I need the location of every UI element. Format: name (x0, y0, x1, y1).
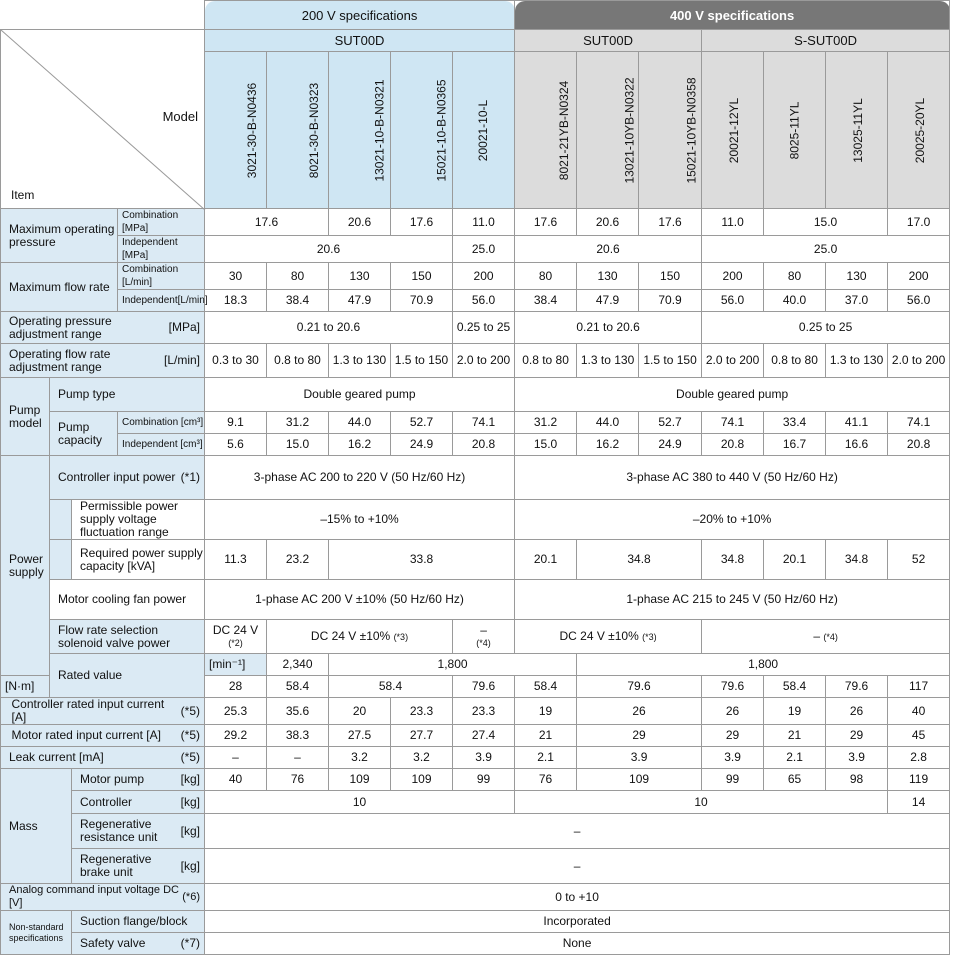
safety-row-label (72, 933, 205, 955)
value-cell: 150 (639, 263, 702, 290)
solenoid-note-4: (*4) (823, 631, 838, 642)
value-cell: 0.25 to 25 (702, 312, 950, 344)
value-cell: –15% to +10% (205, 500, 515, 540)
value-cell: 117 (888, 676, 950, 698)
controller-input-power-row-label (50, 456, 205, 500)
value-cell: 16.2 (329, 434, 391, 456)
value-cell: 70.9 (639, 290, 702, 312)
corner-blank (1, 1, 205, 30)
model-cell (391, 52, 453, 209)
value-cell: 65 (764, 769, 826, 791)
value-cell: 20.8 (702, 434, 764, 456)
value-cell: 80 (267, 263, 329, 290)
value-cell: 79.6 (453, 676, 515, 698)
value-cell: 21 (515, 725, 577, 747)
value-cell: 40.0 (764, 290, 826, 312)
value-cell: 38.4 (267, 290, 329, 312)
model-name: 8025-11YL (787, 101, 802, 159)
value-cell: 28 (205, 676, 267, 698)
value-cell: 25.0 (453, 236, 515, 263)
value-cell: 3.9 (577, 747, 702, 769)
value-cell: 23.3 (391, 698, 453, 725)
value-cell: 3.9 (826, 747, 888, 769)
power-supply-label: Power supply (1, 456, 50, 676)
value-cell: 40 (205, 769, 267, 791)
value-cell: 58.4 (267, 676, 329, 698)
independent-lmin-label: Independent[L/min] (118, 290, 205, 312)
value-cell: 99 (702, 769, 764, 791)
value-cell: 37.0 (826, 290, 888, 312)
value-cell: 80 (515, 263, 577, 290)
value-cell: 41.1 (826, 412, 888, 434)
mass-label: Mass (1, 769, 72, 884)
nonstd-label: Non-standard specifications (1, 911, 72, 955)
value-cell: 1,800 (577, 654, 950, 676)
value-cell: 5.6 (205, 434, 267, 456)
series-s-sut00d: S-SUT00D (702, 30, 950, 52)
op-pressure-adj-row-label (1, 312, 205, 344)
value-cell: 74.1 (702, 412, 764, 434)
value-cell: 17.6 (639, 209, 702, 236)
model-cell (515, 52, 577, 209)
value-cell: 1.5 to 150 (639, 344, 702, 378)
value-cell: 47.9 (329, 290, 391, 312)
model-cell (639, 52, 702, 209)
ctrl-current-row-label (11, 697, 205, 725)
combination-lmin-label: Combination [L/min] (118, 263, 205, 290)
combination-cm3-label: Combination [cm³] (118, 412, 205, 434)
model-name: 13021-10-B-N0321 (372, 78, 387, 182)
unit-kg: [kg] (180, 858, 200, 873)
value-cell: 2.1 (764, 747, 826, 769)
value-cell: 2.1 (515, 747, 577, 769)
solenoid-note-2: (*2) (228, 637, 243, 648)
value-cell: 200 (702, 263, 764, 290)
value-cell: 44.0 (329, 412, 391, 434)
value-cell: 79.6 (826, 676, 888, 698)
value-cell: 58.4 (515, 676, 577, 698)
model-label: Model (162, 109, 198, 124)
motor-rated-current-label: Motor rated input current [A] (11, 728, 161, 742)
value-cell: 29.2 (205, 725, 267, 747)
value-cell: 10 (515, 791, 888, 814)
value-cell: 56.0 (888, 290, 950, 312)
value-cell: 29 (577, 725, 702, 747)
value-cell: 21 (764, 725, 826, 747)
flow-solenoid-label: Flow rate selection solenoid valve power (50, 620, 205, 654)
solenoid-dc24-10: DC 24 V ±10% (310, 628, 391, 643)
value-cell: 1-phase AC 200 V ±10% (50 Hz/60 Hz) (205, 580, 515, 620)
value-cell: 9.1 (205, 412, 267, 434)
suction-label: Suction flange/block (72, 911, 205, 933)
value-cell: 79.6 (577, 676, 702, 698)
unit-min-label: [min⁻¹] (205, 654, 267, 676)
value-cell: 33.8 (329, 540, 515, 580)
value-cell: Double geared pump (515, 378, 950, 412)
unit-kg: [kg] (180, 794, 200, 809)
model-cell (329, 52, 391, 209)
value-cell: 79.6 (702, 676, 764, 698)
analog-label: Analog command input voltage DC [V] (9, 884, 179, 909)
value-cell: – (205, 747, 267, 769)
value-cell: 52.7 (639, 412, 702, 434)
value-cell: 26 (577, 698, 702, 725)
independent-mpa-label: Independent [MPa] (118, 236, 205, 263)
solenoid-dc24-10: DC 24 V ±10% (559, 628, 639, 643)
value-cell: 11.3 (205, 540, 267, 580)
value-cell: 76 (267, 769, 329, 791)
solenoid-note-4: (*4) (476, 637, 491, 648)
value-cell: 16.7 (764, 434, 826, 456)
value-cell: 80 (764, 263, 826, 290)
value-cell: Double geared pump (205, 378, 515, 412)
solenoid-dash: – (480, 622, 487, 637)
controller-input-power-label: Controller input power (58, 470, 176, 484)
rated-value-label: Rated value (50, 654, 205, 698)
value-cell: 3.2 (391, 747, 453, 769)
value-cell: –20% to +10% (515, 500, 950, 540)
model-cell (826, 52, 888, 209)
value-cell: 31.2 (267, 412, 329, 434)
permissible-label: Permissible power supply voltage fluctuation range (72, 500, 205, 540)
value-cell: 33.4 (764, 412, 826, 434)
value-cell: 20.6 (205, 236, 453, 263)
value-cell: 1.5 to 150 (391, 344, 453, 378)
value-cell: 34.8 (577, 540, 702, 580)
value-cell: 0.8 to 80 (764, 344, 826, 378)
series-sut00d-400: SUT00D (515, 30, 702, 52)
item-model-corner (1, 30, 205, 209)
op-pressure-adj-label: Operating pressure adjustment range (9, 313, 112, 341)
value-cell: 20.8 (453, 434, 515, 456)
value-cell: 99 (453, 769, 515, 791)
analog-row-label (1, 884, 205, 911)
model-name: 15021-10YB-N0358 (684, 76, 699, 184)
value-cell: 1.3 to 130 (577, 344, 639, 378)
note-6: (*6) (182, 890, 200, 903)
independent-cm3-label: Independent [cm³] (118, 434, 205, 456)
motor-current-row-label (11, 725, 205, 747)
value-cell: 20.6 (329, 209, 391, 236)
value-cell: 38.4 (515, 290, 577, 312)
model-cell (267, 52, 329, 209)
value-cell: None (205, 933, 950, 955)
value-cell: 20.6 (515, 236, 702, 263)
value-cell: 27.5 (329, 725, 391, 747)
value-cell: 109 (391, 769, 453, 791)
safety-label: Safety valve (80, 936, 146, 950)
value-cell: 38.3 (267, 725, 329, 747)
value-cell: 23.2 (267, 540, 329, 580)
value-cell: 130 (577, 263, 639, 290)
motor-fan-label: Motor cooling fan power (50, 580, 205, 620)
solenoid-dc24: DC 24 V (212, 622, 259, 637)
value-cell: 74.1 (453, 412, 515, 434)
value-cell: 17.6 (391, 209, 453, 236)
value-cell: 56.0 (702, 290, 764, 312)
model-name: 13021-10YB-N0322 (622, 76, 637, 184)
indent-cell (50, 500, 72, 540)
value-cell: 58.4 (329, 676, 453, 698)
note-1: (*1) (180, 470, 200, 484)
value-cell: 24.9 (391, 434, 453, 456)
value-cell: 10 (205, 791, 515, 814)
value-cell: 0.25 to 25 (453, 312, 515, 344)
regen-res-label: Regenerative resistance unit (80, 817, 158, 844)
value-cell: 2.8 (888, 747, 950, 769)
value-cell: 0.8 to 80 (267, 344, 329, 378)
combination-mpa-label: Combination [MPa] (118, 209, 205, 236)
value-cell: 56.0 (453, 290, 515, 312)
value-cell: 3.9 (702, 747, 764, 769)
value-cell: 30 (205, 263, 267, 290)
value-cell: 26 (826, 698, 888, 725)
value-cell: 74.1 (888, 412, 950, 434)
value-cell: 44.0 (577, 412, 639, 434)
value-cell: 25.0 (702, 236, 950, 263)
value-cell: 1,800 (329, 654, 577, 676)
solenoid-note-3: (*3) (642, 631, 657, 642)
value-cell: 16.2 (577, 434, 639, 456)
value-cell: 15.0 (515, 434, 577, 456)
model-name: 8021-21YB-N0324 (557, 80, 572, 180)
note-7: (*7) (180, 936, 200, 950)
value-cell: 1-phase AC 215 to 245 V (50 Hz/60 Hz) (515, 580, 950, 620)
model-name: 3021-30-B-N0436 (245, 82, 260, 178)
value-cell: 18.3 (205, 290, 267, 312)
value-cell: 45 (888, 725, 950, 747)
value-cell: 40 (888, 698, 950, 725)
solenoid-dc24-10-cell (267, 620, 453, 654)
value-cell: 2.0 to 200 (702, 344, 764, 378)
value-cell: 16.6 (826, 434, 888, 456)
value-cell: 1.3 to 130 (826, 344, 888, 378)
value-cell: 109 (329, 769, 391, 791)
value-cell: 27.4 (453, 725, 515, 747)
value-cell: 19 (515, 698, 577, 725)
value-cell: 109 (577, 769, 702, 791)
model-cell (205, 52, 267, 209)
value-cell: 3.2 (329, 747, 391, 769)
value-cell: – (205, 814, 950, 849)
value-cell: 17.6 (515, 209, 577, 236)
solenoid-dash-cell-400 (702, 620, 950, 654)
value-cell: 15.0 (267, 434, 329, 456)
value-cell: 15.0 (764, 209, 888, 236)
value-cell: 150 (391, 263, 453, 290)
value-cell: Incorporated (205, 911, 950, 933)
value-cell: 200 (888, 263, 950, 290)
model-cell (702, 52, 764, 209)
value-cell: 3-phase AC 200 to 220 V (50 Hz/60 Hz) (205, 456, 515, 500)
controller-row-label (72, 791, 205, 814)
value-cell: 17.6 (205, 209, 329, 236)
item-label: Item (11, 188, 35, 202)
value-cell: 3.9 (453, 747, 515, 769)
ctrl-rated-current-label: Controller rated input current [A] (11, 697, 165, 724)
value-cell: 2,340 (267, 654, 329, 676)
max-op-pressure-label: Maximum operating pressure (1, 209, 118, 263)
value-cell: 11.0 (453, 209, 515, 236)
value-cell: 11.0 (702, 209, 764, 236)
header-200v: 200 V specifications (205, 1, 515, 30)
required-capacity-label: Required power supply capacity [kVA] (72, 540, 205, 580)
value-cell: 29 (826, 725, 888, 747)
op-flow-adj-row-label (1, 344, 205, 378)
model-cell (453, 52, 515, 209)
value-cell: – (205, 849, 950, 884)
regen-brake-row-label (72, 849, 205, 884)
header-400v: 400 V specifications (515, 1, 950, 30)
leak-current-label: Leak current [mA] (9, 750, 104, 764)
pump-model-label: Pump model (1, 378, 50, 456)
value-cell: 0.3 to 30 (205, 344, 267, 378)
value-cell: 20.6 (577, 209, 639, 236)
pump-capacity-label: Pump capacity (50, 412, 118, 456)
solenoid-dash: – (813, 628, 820, 643)
value-cell: 34.8 (826, 540, 888, 580)
controller-label: Controller (80, 794, 133, 809)
value-cell: 2.0 to 200 (453, 344, 515, 378)
model-cell (888, 52, 950, 209)
value-cell: 130 (329, 263, 391, 290)
value-cell: 25.3 (205, 698, 267, 725)
unit-kg: [kg] (180, 823, 200, 838)
value-cell: 3-phase AC 380 to 440 V (50 Hz/60 Hz) (515, 456, 950, 500)
value-cell: 19 (764, 698, 826, 725)
note-5: (*5) (180, 703, 200, 718)
value-cell: 70.9 (391, 290, 453, 312)
pump-type-label: Pump type (50, 378, 205, 412)
solenoid-dc24-10-cell-400 (515, 620, 702, 654)
unit-kg: [kg] (180, 772, 200, 786)
unit-mpa: [MPa] (168, 320, 200, 334)
motor-pump-label: Motor pump (80, 772, 145, 786)
value-cell: 58.4 (764, 676, 826, 698)
value-cell: 20 (329, 698, 391, 725)
solenoid-note-3: (*3) (393, 631, 409, 642)
value-cell: 52.7 (391, 412, 453, 434)
value-cell: 17.0 (888, 209, 950, 236)
model-cell (764, 52, 826, 209)
unit-nm-label: [N·m] (1, 676, 50, 698)
value-cell: 0.21 to 20.6 (205, 312, 453, 344)
model-name: 20021-10-L (476, 99, 491, 161)
leak-row-label (1, 747, 205, 769)
unit-lmin: [L/min] (163, 353, 200, 367)
value-cell: 14 (888, 791, 950, 814)
note-5: (*5) (180, 728, 200, 742)
value-cell: 0 to +10 (205, 884, 950, 911)
model-name: 13025-11YL (850, 97, 865, 163)
max-flow-label: Maximum flow rate (1, 263, 118, 312)
value-cell: 20.8 (888, 434, 950, 456)
op-flow-adj-label: Operating flow rate adjustment range (9, 346, 111, 374)
model-name: 20021-12YL (727, 97, 742, 163)
value-cell: 27.7 (391, 725, 453, 747)
value-cell: 2.0 to 200 (888, 344, 950, 378)
regen-res-row-label (72, 814, 205, 849)
value-cell: 130 (826, 263, 888, 290)
model-cell (577, 52, 639, 209)
value-cell: 0.21 to 20.6 (515, 312, 702, 344)
value-cell: 0.8 to 80 (515, 344, 577, 378)
solenoid-dash-cell (453, 620, 515, 654)
value-cell: 98 (826, 769, 888, 791)
solenoid-dc24-cell (205, 620, 267, 654)
note-5: (*5) (180, 750, 200, 764)
value-cell: 76 (515, 769, 577, 791)
value-cell: 119 (888, 769, 950, 791)
value-cell: 20.1 (764, 540, 826, 580)
value-cell: 52 (888, 540, 950, 580)
value-cell: 47.9 (577, 290, 639, 312)
model-name: 8021-30-B-N0323 (307, 82, 322, 178)
value-cell: 34.8 (702, 540, 764, 580)
value-cell: 200 (453, 263, 515, 290)
value-cell: 29 (702, 725, 764, 747)
motor-pump-row-label (72, 769, 205, 791)
series-sut00d-200: SUT00D (205, 30, 515, 52)
regen-brake-label: Regenerative brake unit (80, 852, 152, 879)
value-cell: 31.2 (515, 412, 577, 434)
value-cell: 26 (702, 698, 764, 725)
indent-cell (50, 540, 72, 580)
value-cell: – (267, 747, 329, 769)
value-cell: 24.9 (639, 434, 702, 456)
model-name: 20025-20YL (913, 97, 928, 163)
value-cell: 20.1 (515, 540, 577, 580)
model-name: 15021-10-B-N0365 (434, 78, 449, 182)
value-cell: 23.3 (453, 698, 515, 725)
value-cell: 35.6 (267, 698, 329, 725)
value-cell: 1.3 to 130 (329, 344, 391, 378)
